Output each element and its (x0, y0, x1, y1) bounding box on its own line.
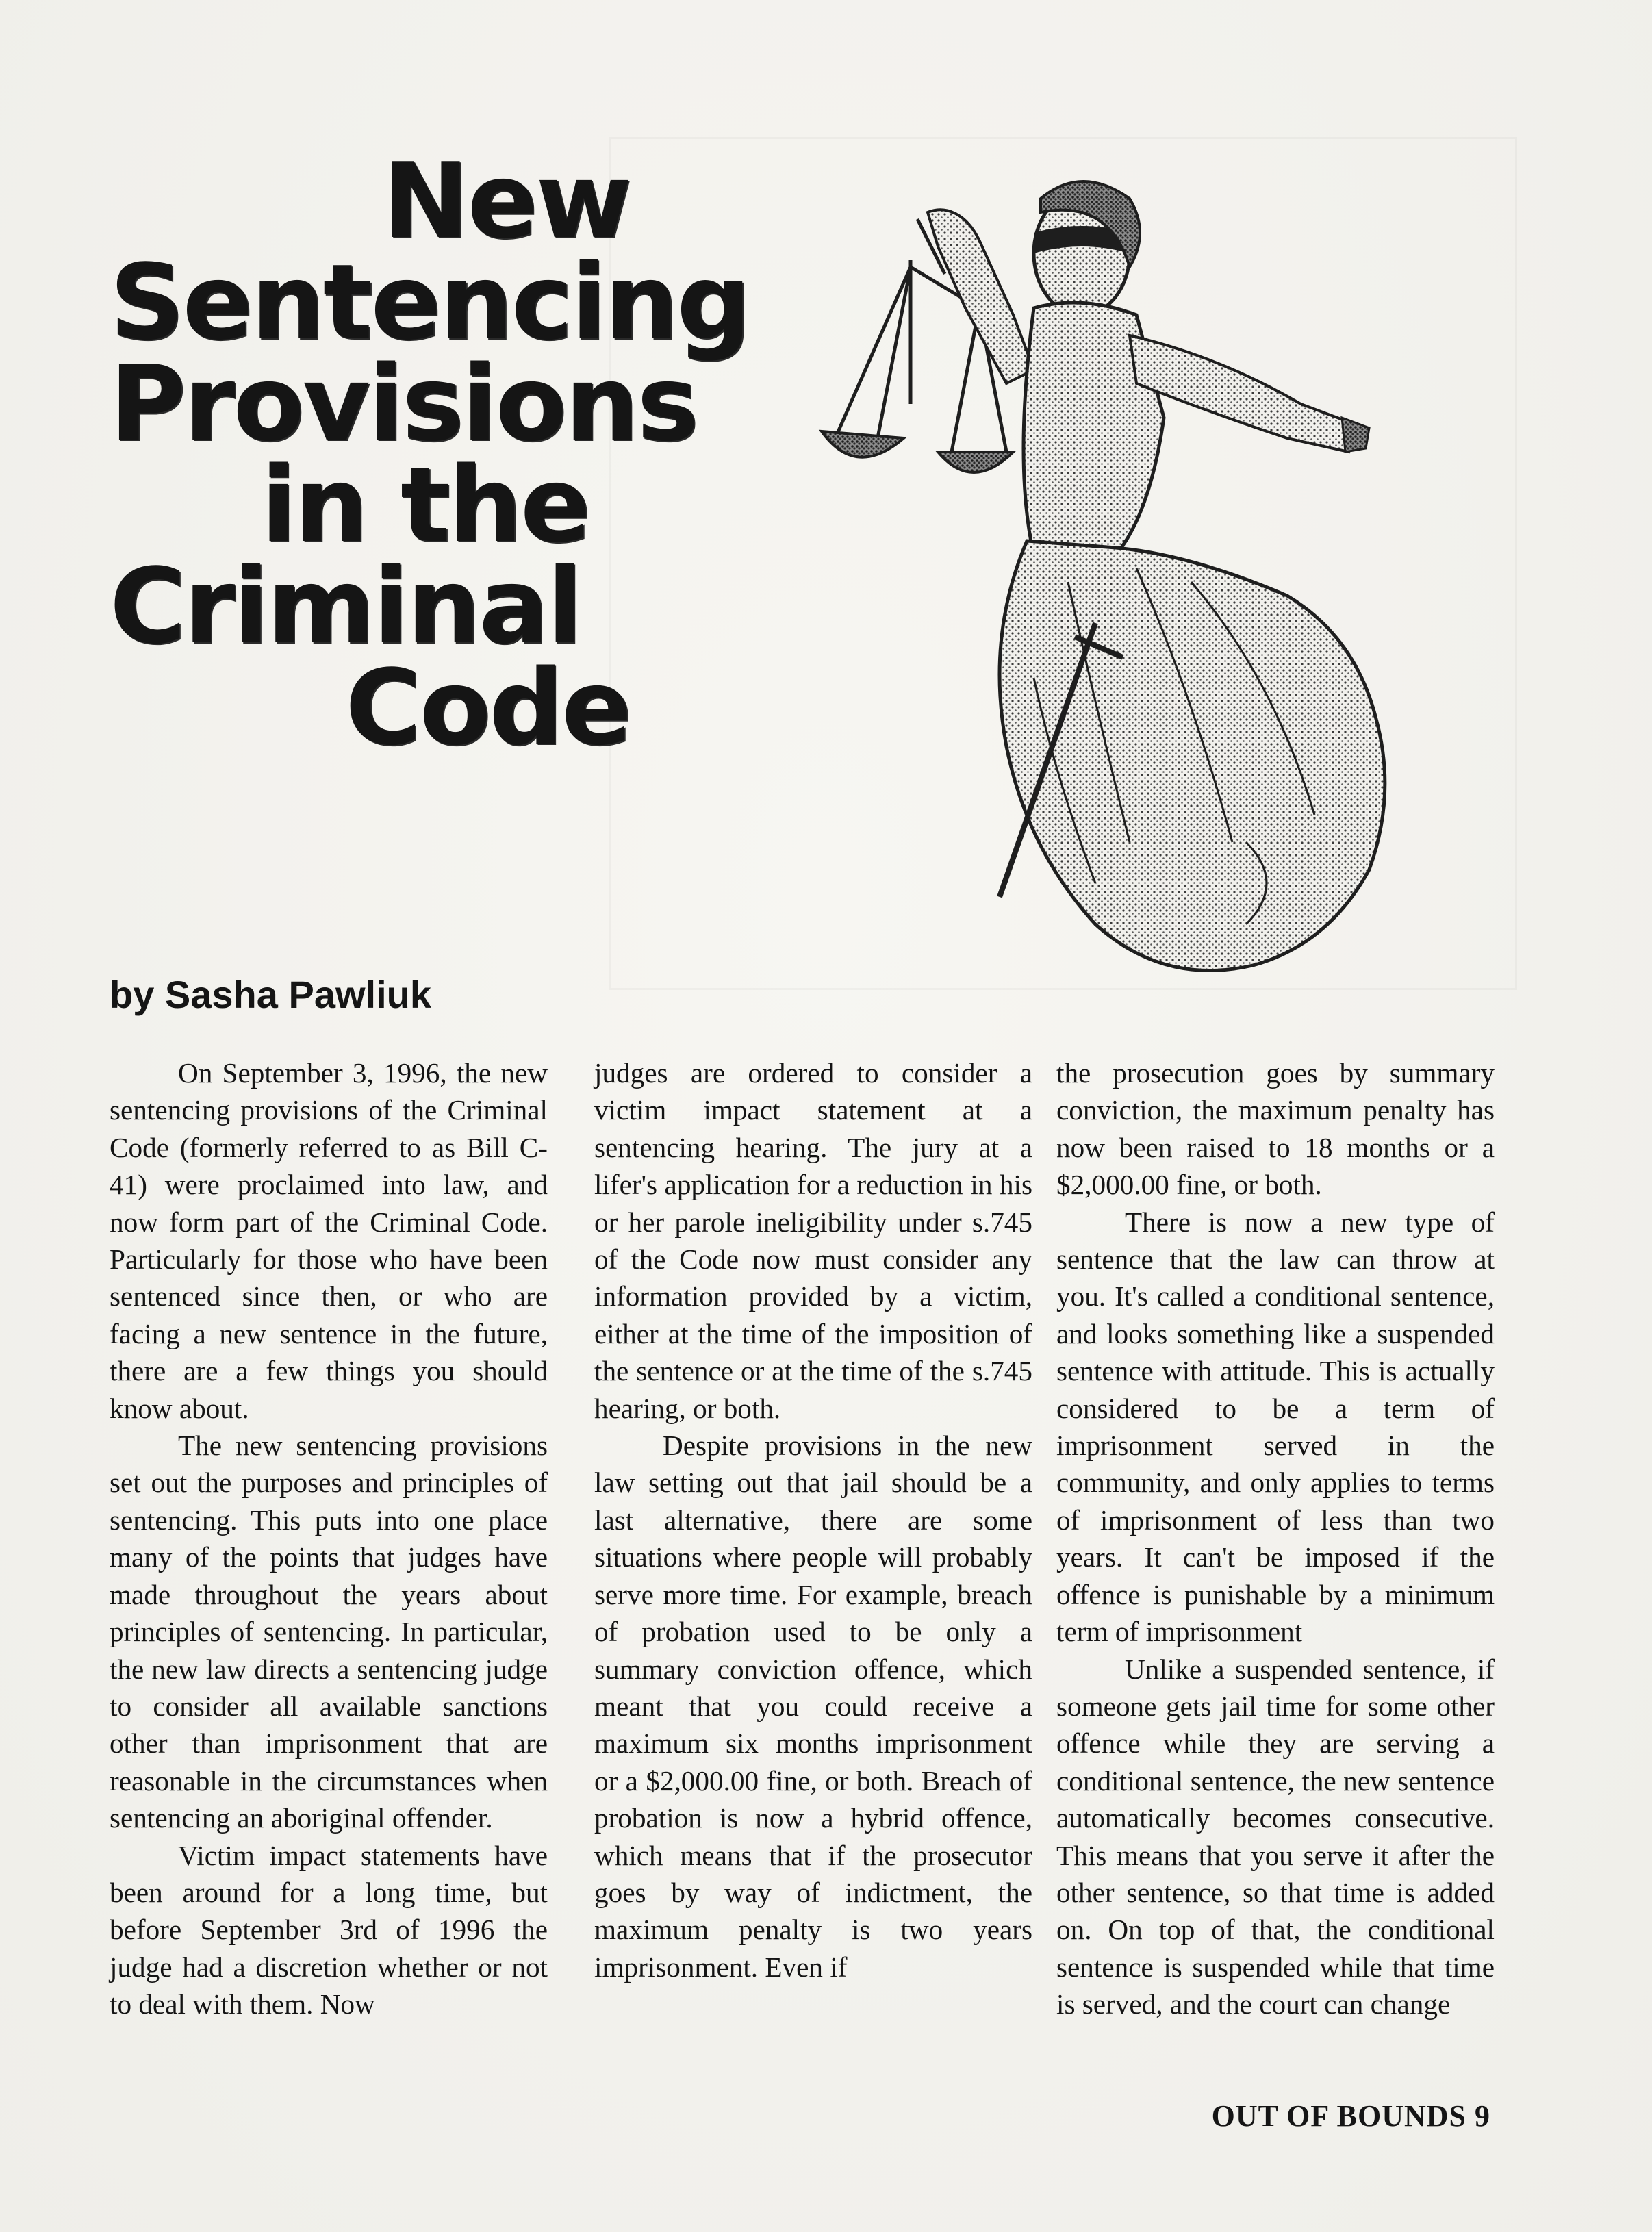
article-column-3 (1056, 1054, 1495, 2023)
headline-line: Criminal (110, 546, 581, 667)
headline-line: Sentencing (110, 242, 749, 363)
headline-line: in the (260, 444, 589, 566)
publication-name: OUT OF BOUNDS (1211, 2099, 1466, 2133)
body-paragraph: On September 3, 1996, the new sentencing provisions of the Criminal Code (formerly referred to as Bill C-41) were proclaimed into law, and now form part of the Criminal Code. Particularly for those who have been sentenced since then, or who are facing a new sentence in the future, there are a few things you should know about. (110, 1057, 548, 1424)
article-column-1 (110, 1054, 548, 2023)
headline-line: Code (345, 647, 630, 768)
body-paragraph: Victim impact statements have been around for a long time, but before September 3rd of 1996 the judge had a discretion whether or not to deal with them. Now (110, 1839, 548, 2020)
headline-line: New (382, 140, 630, 262)
lady-justice-icon (808, 157, 1492, 1020)
body-paragraph: Unlike a suspended sentence, if someone gets jail time for some other offence while they are serving a conditional sentence, the new sentence automatically becomes consecutive. This means that you serve it after the other sentence, so that time is added on. On top of that, the conditional sentence is suspended while that time is served, and the court can change (1056, 1653, 1495, 2020)
page-number: 9 (1475, 2099, 1490, 2133)
body-paragraph: the prosecution goes by summary conviction, the maximum penalty has now been raised to 18 months or a $2,000.00 fine, or both. (1056, 1057, 1495, 1201)
article-headline (110, 140, 749, 768)
body-paragraph: judges are ordered to consider a victim impact statement at a sentencing hearing. The jury at a lifer's application for a reduction in his or her parole ineligibility under s.745 of the Code now must consider any information provided by a victim, either at the time of the imposition of the sentence or at the time of the s.745 hearing, or both. (594, 1057, 1032, 1424)
body-paragraph: The new sentencing provisions set out the purposes and principles of sentencing. This puts into one place many of the points that judges have made throughout the years about principles of sentencing. In particular, the new law directs a sentencing judge to consider all available sanctions other than imprisonment that are reasonable in the circumstances when sentencing an aboriginal offender. (110, 1430, 548, 1834)
page-footer (1212, 2098, 1490, 2133)
headline-line: Provisions (110, 343, 697, 464)
article-column-2 (594, 1054, 1032, 1986)
byline: by Sasha Pawliuk (110, 973, 431, 1016)
body-paragraph: Despite provisions in the new law setting out that jail should be a last alternative, there are some situations where people will probably serve more time. For example, breach of probation used to be only a summary conviction offence, which meant that you could receive a maximum six months imprisonment or a $2,000.00 fine, or both. Breach of probation is now a hybrid offence, which means that if the prosecutor goes by way of indictment, the maximum penalty is two years imprisonment. Even if (594, 1430, 1032, 1983)
body-paragraph: There is now a new type of sentence that the law can throw at you. It's called a conditional sentence, and looks something like a suspended sentence with attitude. This is actually considered to be a term of imprisonment served in the community, and only applies to terms of imprisonment of less than two years. It can't be imposed if the offence is punishable by a minimum term of imprisonment (1056, 1206, 1495, 1648)
